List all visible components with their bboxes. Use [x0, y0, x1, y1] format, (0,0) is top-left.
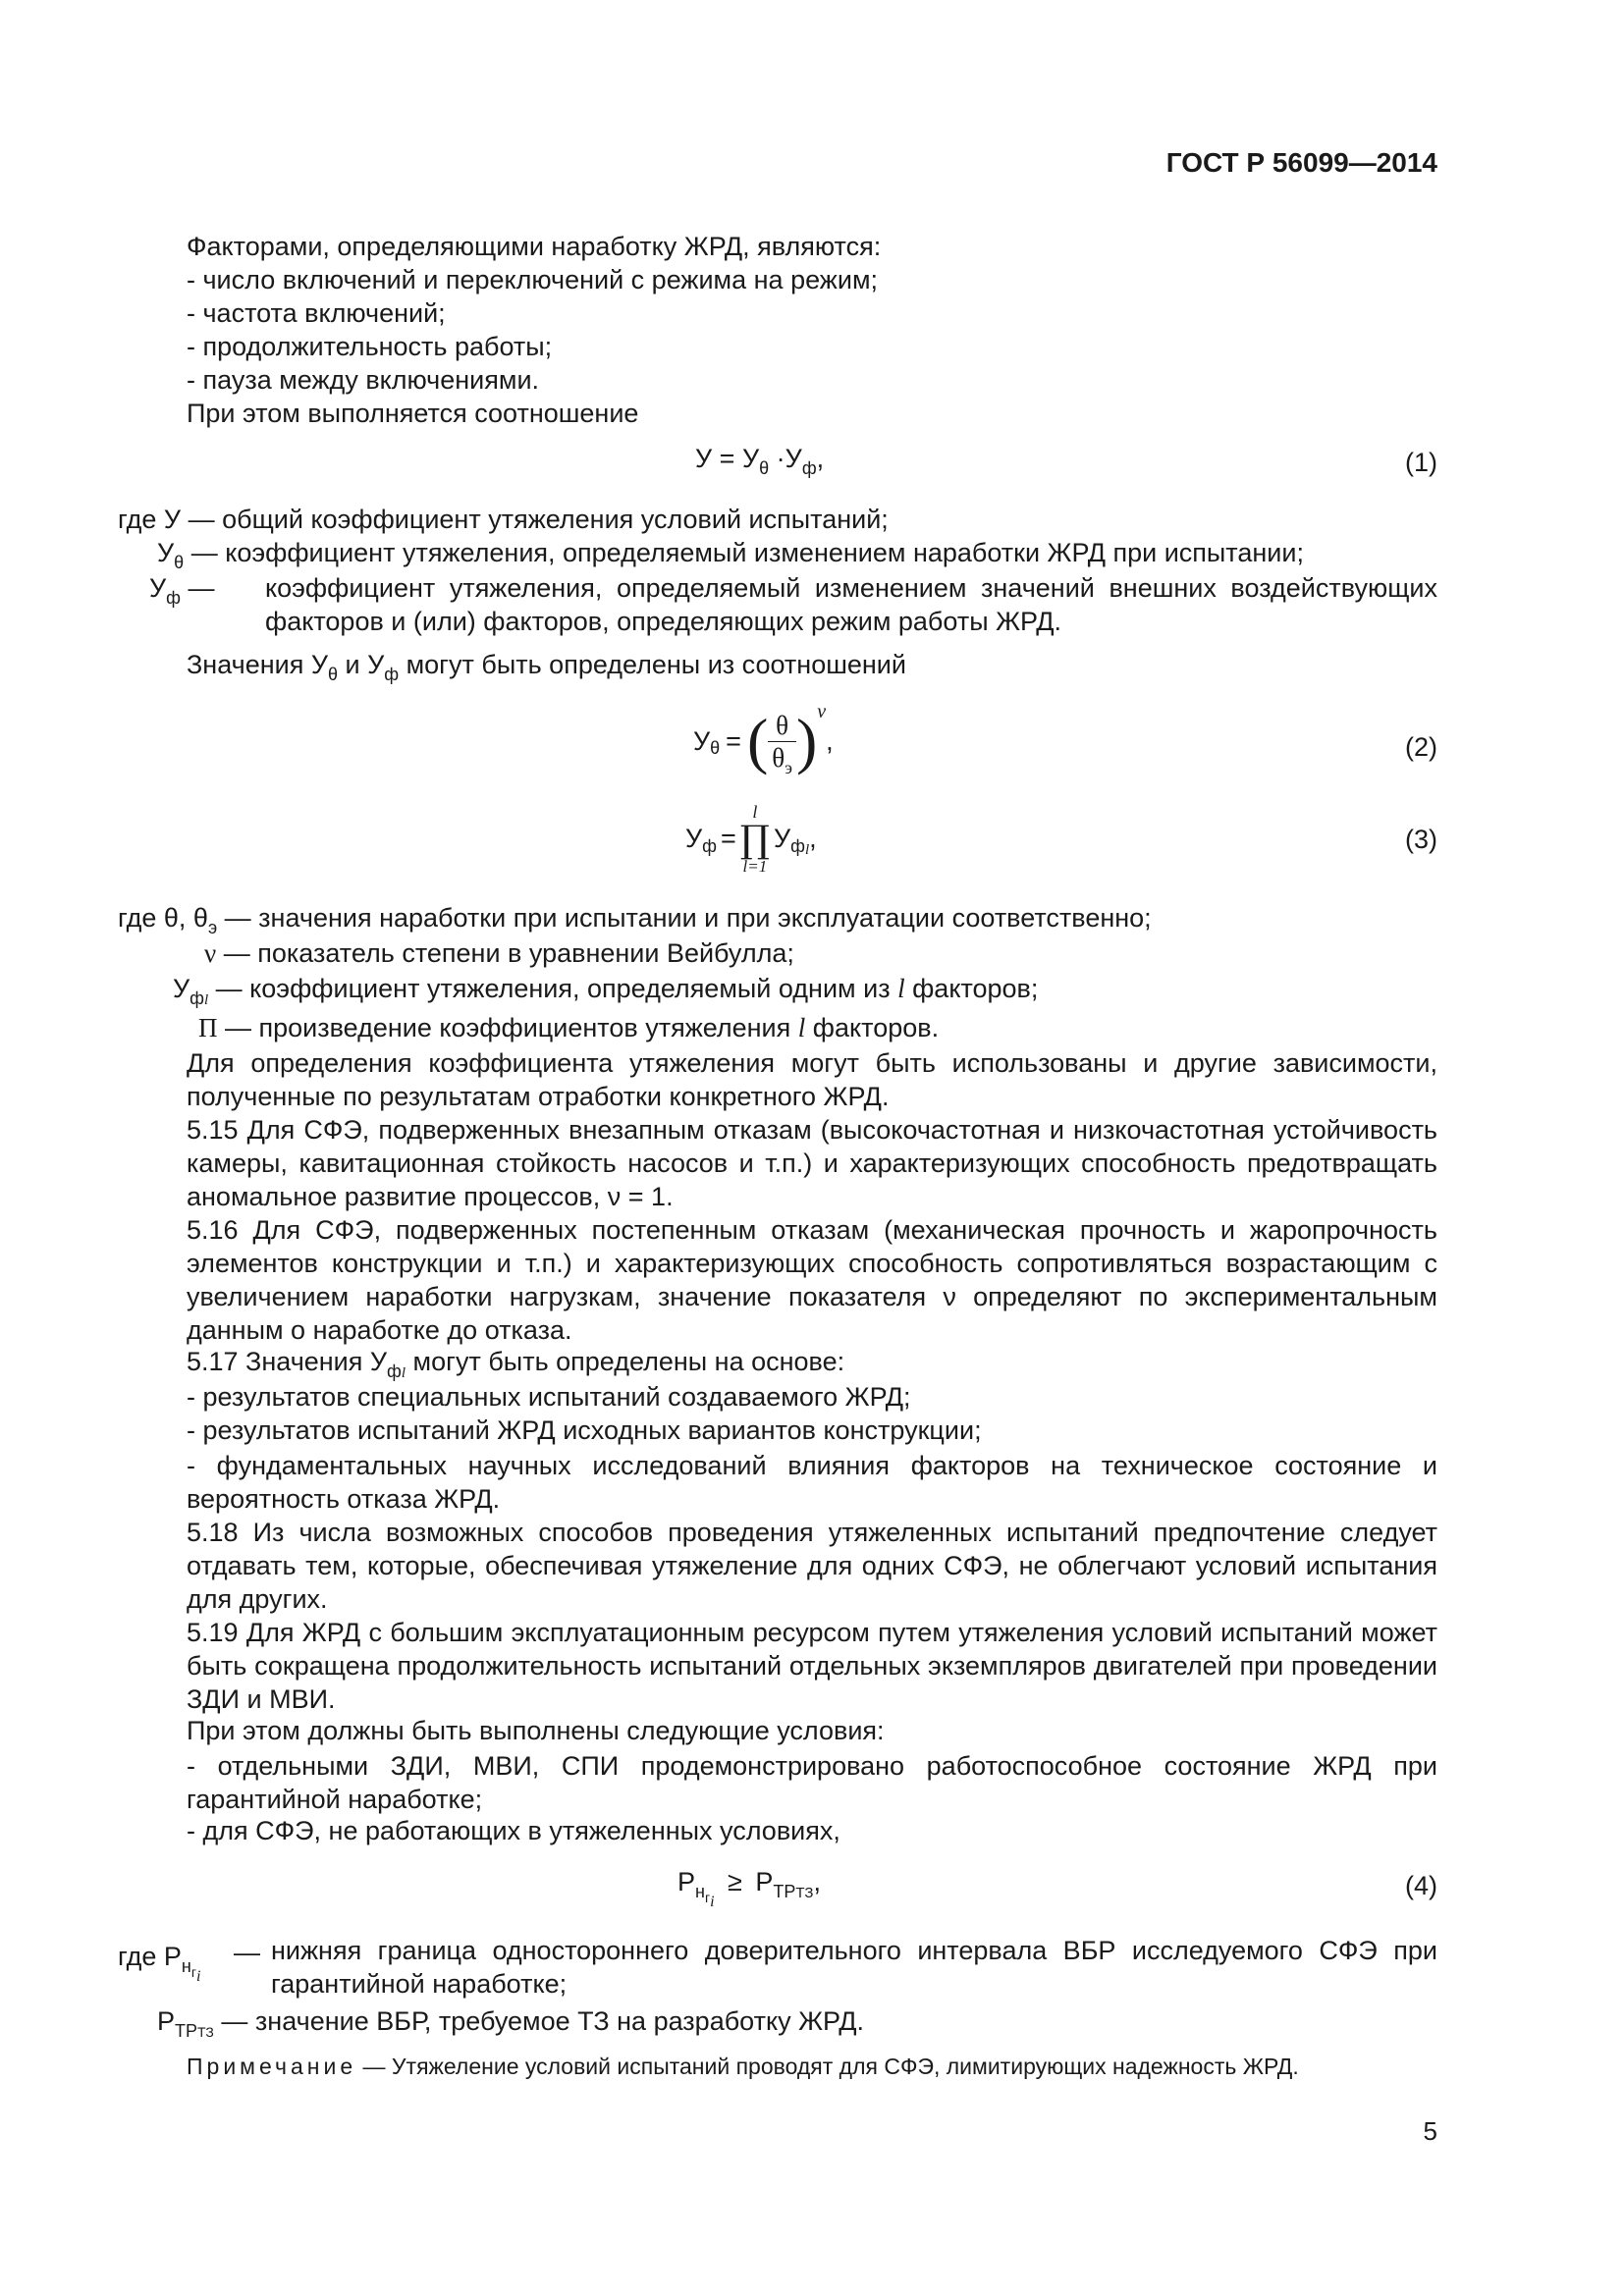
intro-lead: Факторами, определяющими наработку ЖРД, являются: — [187, 232, 882, 261]
definition-term: где $P_{нгi}$ — [118, 1942, 201, 1985]
definition-term: $У_ф$ — — [149, 573, 215, 608]
definition-text: нижняя граница одностороннего доверительного интервала ВБР исследуемого СФЭ при гарантийной наработке; — [271, 1936, 1437, 1999]
definition-dash: — — [234, 1938, 260, 1967]
equation-number-3: (3) — [1405, 825, 1437, 854]
intro-item: - пауза между включениями. — [187, 365, 540, 395]
equation-number-2: (2) — [1405, 732, 1437, 762]
list-item: - результатов испытаний ЖРД исходных вариантов конструкции; — [187, 1415, 982, 1445]
paragraph-5-16: 5.16 Для СФЭ, подверженных постепенным отказам (механическая прочность и жаропрочность элементов конструкции и т.п.) и характеризующих способность сопротивляться возрастающим с увеличением наработки нагрузкам, значение показателя ν определяют по экспериментальным данным о наработке до отказа. — [187, 1215, 1437, 1345]
paragraph-5-18: 5.18 Из числа возможных способов проведения утяжеленных испытаний предпочтение следует отдавать тем, которые, обеспечивая утяжеление для одних СФЭ, не облегчают условий испытания для других. — [187, 1518, 1437, 1614]
definition-row: $У_{фl}$ — коэффициент утяжеления, определяемый одним из l факторов; — [173, 974, 1039, 1008]
condition-item: - отдельными ЗДИ, МВИ, СПИ продемонстрировано работоспособное состояние ЖРД при гарантийной наработке; — [187, 1751, 1437, 1814]
paragraph-5-17: 5.17 Значения $У_{фl}$ могут быть определены на основе: — [187, 1347, 845, 1381]
page-number: 5 — [1423, 2116, 1437, 2146]
equation-4: $P_{нгi} \ge P_{ТРТЗ}$, — [677, 1867, 821, 1910]
paragraph-5-19: 5.19 Для ЖРД с большим эксплуатационным ресурсом путем утяжеления условий испытаний может быть сокращена продолжительность испытаний отдельных экземпляров двигателей при проведении ЗДИ и МВИ. — [187, 1618, 1437, 1714]
right-paren: ) — [795, 706, 818, 775]
conditions-lead: При этом должны быть выполнены следующие условия: — [187, 1716, 885, 1745]
equation-2: У θ = ( $\frac{\theta}{\theta_э}$ ) ν , — [693, 701, 834, 777]
definition-row: $P_{ТРТЗ}$ — значение ВБР, требуемое ТЗ на разработку ЖРД. — [157, 2006, 864, 2041]
fraction: $\frac{\theta}{\theta_э}$ — [768, 710, 796, 774]
list-item: - результатов специальных испытаний создаваемого ЖРД; — [187, 1382, 911, 1412]
definition-row: $У_\theta$ — коэффициент утяжеления, определяемый изменением наработки ЖРД при испытании; — [157, 538, 1304, 572]
condition-item: - для СФЭ, не работающих в утяжеленных условиях, — [187, 1816, 840, 1845]
definition-row: П — произведение коэффициентов утяжеления l факторов. — [198, 1013, 940, 1042]
paragraph-other-dependencies: Для определения коэффициента утяжеления могут быть использованы и другие зависимости, полученные по результатам отработки конкретного ЖРД. — [187, 1048, 1437, 1111]
equation-number-4: (4) — [1405, 1871, 1437, 1900]
relation-text: При этом выполняется соотношение — [187, 399, 639, 428]
definition-text: коэффициент утяжеления, определяемый изменением значений внешних воздействующих факторов и (или) факторов, определяющих режим работы ЖРД. — [265, 573, 1437, 636]
values-line: Значения $У_\theta$ и $У_ф$ могут быть определены из соотношений — [187, 650, 906, 684]
document-header: ГОСТ Р 56099—2014 — [1165, 147, 1437, 178]
paragraph-5-15: 5.15 Для СФЭ, подверженных внезапным отказам (высокочастотная и низкочастотная устойчивость камеры, кавитационная стойкость насосов и т.п.) и характеризующих способность предотвращать аномальное развитие процессов, ν = 1. — [187, 1115, 1437, 1211]
equation-1: $У = У_\theta \cdot У_ф$, — [695, 444, 825, 478]
note: Примечание — Утяжеление условий испытаний проводят для СФЭ, лимитирующих надежность ЖРД. — [187, 2054, 1299, 2079]
product-symbol: ∏ — [739, 818, 770, 861]
definition-row: где θ, $\theta_э$ — значения наработки при испытании и при эксплуатации соответственно; — [118, 903, 1152, 937]
definition-row: ν — показатель степени в уравнении Вейбулла; — [204, 938, 794, 968]
note-label: Примечание — [187, 2054, 357, 2079]
intro-item: - продолжительность работы; — [187, 332, 553, 361]
definition-term: где У — общий коэффициент утяжеления условий испытаний; — [118, 505, 889, 534]
equation-number-1: (1) — [1405, 448, 1437, 477]
intro-item: - частота включений; — [187, 298, 446, 328]
intro-item: - число включений и переключений с режима на режим; — [187, 265, 879, 294]
left-paren: ( — [746, 706, 769, 775]
equation-3: У ф = l ∏ l=1 У ф l , — [685, 802, 817, 876]
list-item: - фундаментальных научных исследований влияния факторов на техническое состояние и вероятность отказа ЖРД. — [187, 1451, 1437, 1514]
